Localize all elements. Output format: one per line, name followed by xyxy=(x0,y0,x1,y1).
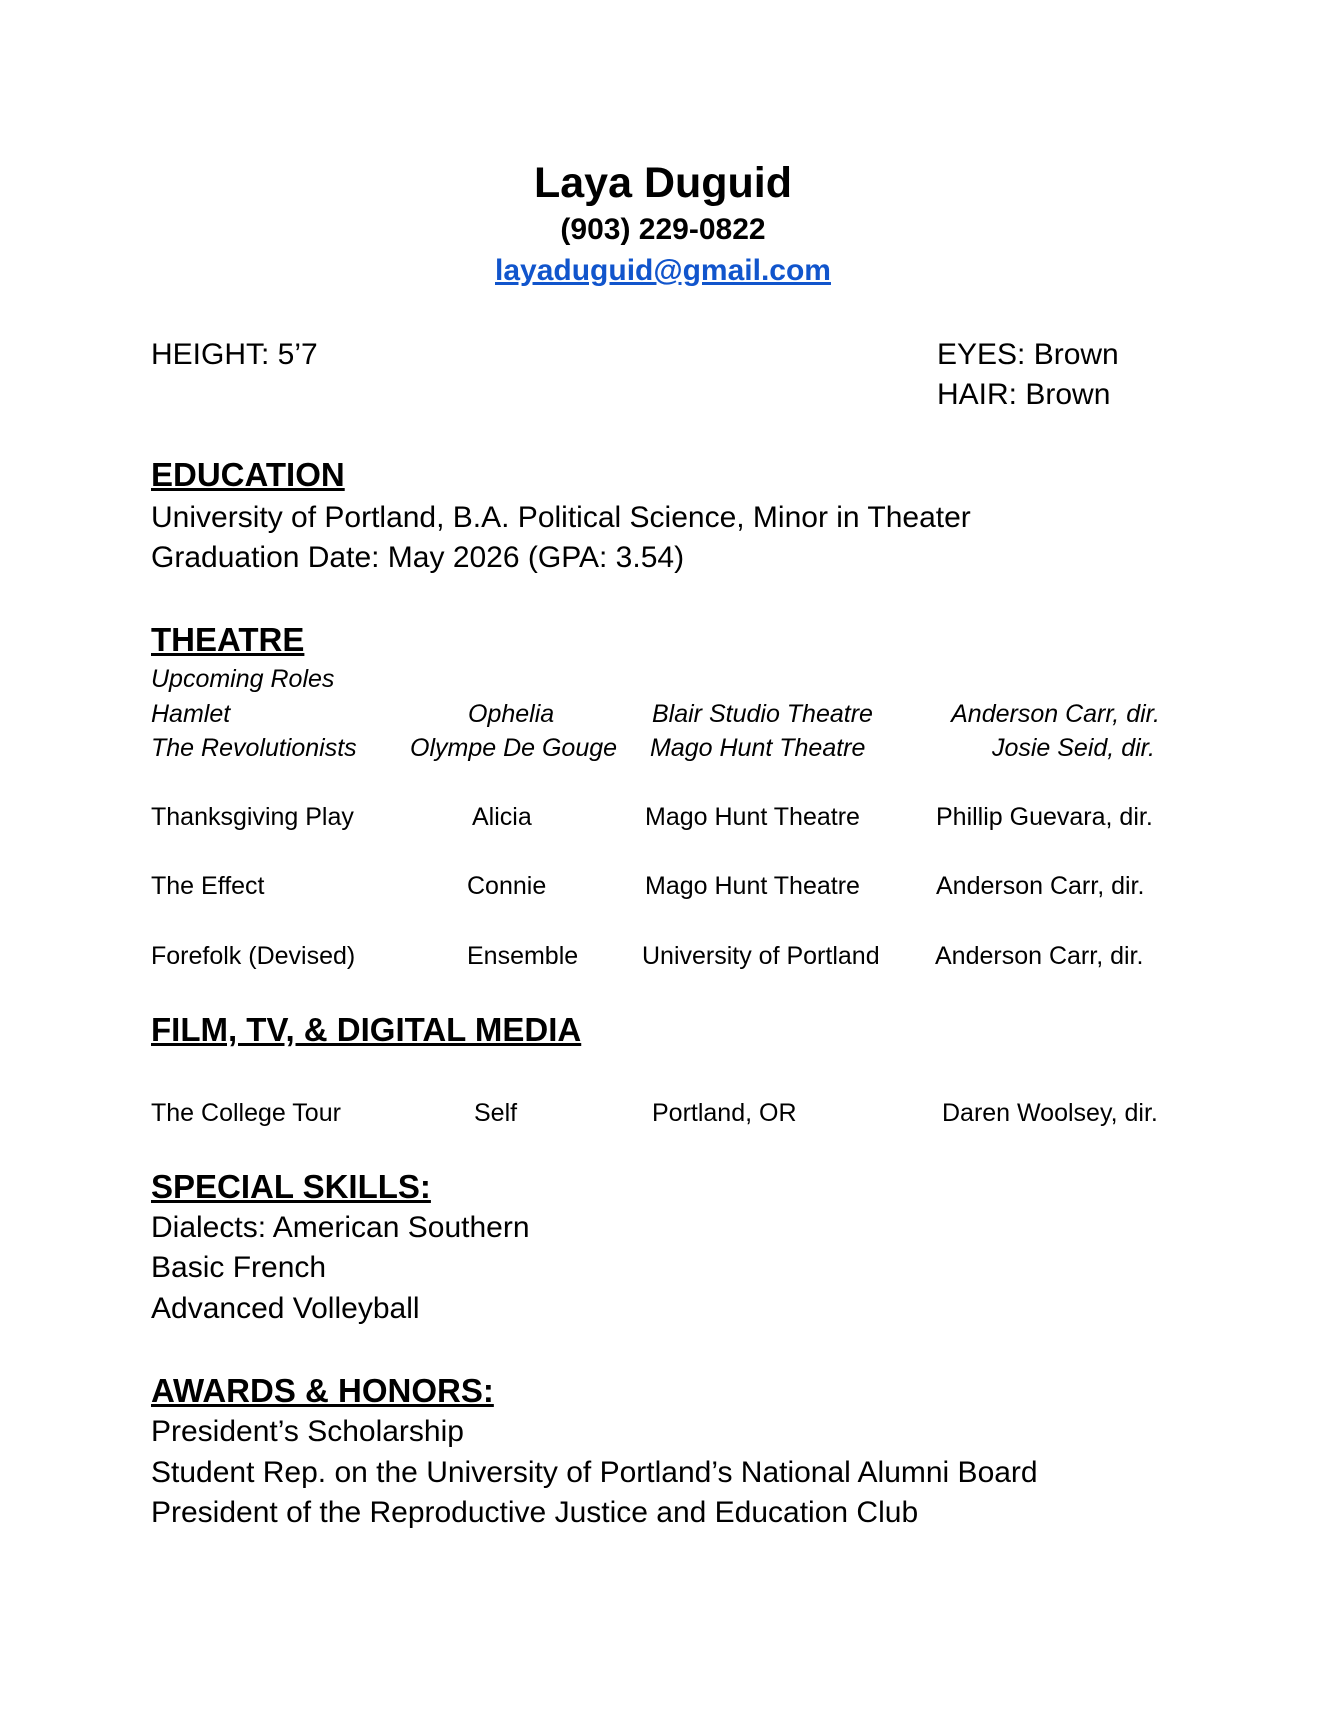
upcoming-role-row xyxy=(0,698,1326,730)
upcoming-roles-label: Upcoming Roles xyxy=(151,665,335,693)
skill-item: Dialects: American Southern xyxy=(151,1211,530,1244)
award-item: President’s Scholarship xyxy=(151,1415,464,1448)
credit-title: The Effect xyxy=(151,872,265,900)
credit-title: Thanksgiving Play xyxy=(151,803,354,831)
awards-heading: AWARDS & HONORS: xyxy=(151,1372,494,1409)
education-heading: EDUCATION xyxy=(151,456,345,493)
credit-director: Anderson Carr, dir. xyxy=(935,942,1144,970)
theatre-heading: THEATRE xyxy=(151,621,305,658)
award-item: President of the Reproductive Justice and Education Club xyxy=(151,1496,919,1529)
credit-role: Ophelia xyxy=(468,700,555,728)
applicant-name: Laya Duguid xyxy=(533,159,793,207)
credit-title: Hamlet xyxy=(151,700,231,728)
credit-director: Daren Woolsey, dir. xyxy=(942,1099,1158,1127)
credit-venue: Blair Studio Theatre xyxy=(652,700,873,728)
credit-row xyxy=(0,870,1326,902)
upcoming-role-row xyxy=(0,732,1326,764)
credit-venue: Portland, OR xyxy=(652,1099,797,1127)
film-heading: FILM, TV, & DIGITAL MEDIA xyxy=(151,1011,582,1048)
credit-venue: Mago Hunt Theatre xyxy=(650,734,866,762)
credit-venue: Mago Hunt Theatre xyxy=(645,872,860,900)
credit-title: Forefolk (Devised) xyxy=(151,942,356,970)
credit-venue: Mago Hunt Theatre xyxy=(645,803,860,831)
email-line xyxy=(0,253,1326,289)
credit-title: The Revolutionists xyxy=(151,734,357,762)
credit-role: Alicia xyxy=(472,803,532,831)
skill-item: Advanced Volleyball xyxy=(151,1292,420,1325)
credit-row xyxy=(0,801,1326,833)
education-line: University of Portland, B.A. Political Science, Minor in Theater xyxy=(151,501,971,534)
eyes-stat: EYES: Brown xyxy=(937,338,1119,371)
email-link[interactable]: layaduguid@gmail.com xyxy=(495,254,831,287)
skill-item: Basic French xyxy=(151,1251,327,1284)
credit-director: Phillip Guevara, dir. xyxy=(936,803,1153,831)
credit-director: Josie Seid, dir. xyxy=(991,734,1155,762)
hair-stat: HAIR: Brown xyxy=(937,378,1111,411)
credit-row xyxy=(0,1097,1326,1129)
height-stat: HEIGHT: 5’7 xyxy=(151,338,318,371)
credit-director: Anderson Carr, dir. xyxy=(951,700,1160,728)
credit-role: Self xyxy=(474,1099,518,1127)
skills-heading: SPECIAL SKILLS: xyxy=(151,1168,431,1205)
credit-director: Anderson Carr, dir. xyxy=(936,872,1145,900)
education-line: Graduation Date: May 2026 (GPA: 3.54) xyxy=(151,541,685,574)
credit-row xyxy=(0,940,1326,972)
credit-role: Connie xyxy=(467,872,547,900)
phone-number: (903) 229-0822 xyxy=(560,213,766,246)
credit-role: Ensemble xyxy=(467,942,579,970)
award-item: Student Rep. on the University of Portland’s National Alumni Board xyxy=(151,1456,1038,1489)
credit-venue: University of Portland xyxy=(642,942,880,970)
credit-role: Olympe De Gouge xyxy=(410,734,618,762)
credit-title: The College Tour xyxy=(151,1099,341,1127)
